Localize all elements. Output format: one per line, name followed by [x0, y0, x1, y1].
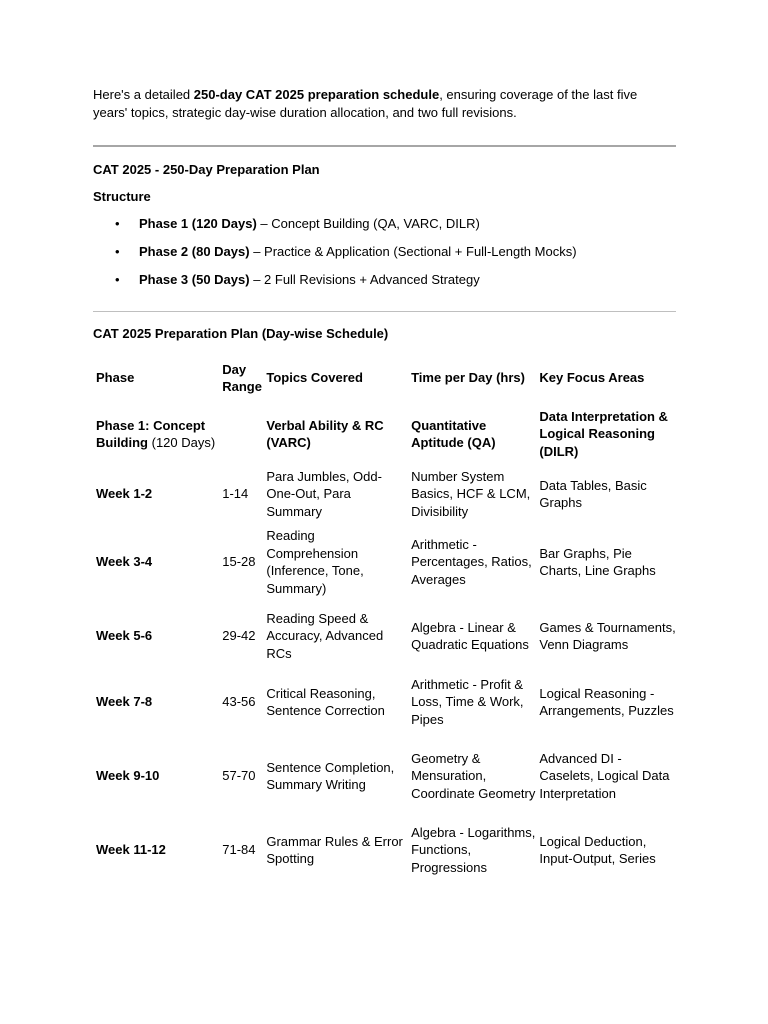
table-row	[93, 669, 676, 735]
qa-section-cell: Quantitative Aptitude (QA)	[411, 417, 496, 450]
phase-cell-rest: (120 Days)	[148, 435, 216, 450]
week-cell: Week 11-12	[96, 842, 166, 858]
qa-cell: Number System Basics, HCF & LCM, Divisibility	[411, 468, 531, 519]
varc-cell: Critical Reasoning, Sentence Correction	[266, 685, 385, 718]
column-header-time: Time per Day (hrs)	[411, 370, 525, 386]
phase-name: Phase 1 (120 Days)	[139, 216, 257, 231]
dilr-section-cell: Data Interpretation & Logical Reasoning (DILR)	[539, 408, 668, 459]
column-header-phase: Phase	[96, 370, 135, 386]
varc-cell: Grammar Rules & Error Spotting	[266, 833, 403, 866]
phase-name: Phase 3 (50 Days)	[139, 272, 250, 287]
dilr-cell: Logical Reasoning - Arrangements, Puzzles	[539, 685, 674, 718]
dilr-cell: Logical Deduction, Input-Output, Series	[539, 833, 656, 866]
dilr-cell: Bar Graphs, Pie Charts, Line Graphs	[539, 545, 656, 578]
phase-cell-bold: Phase 1: Concept Building	[96, 417, 206, 450]
bullet-icon: •	[115, 216, 120, 231]
varc-section-cell: Verbal Ability & RC (VARC)	[266, 417, 384, 450]
qa-cell: Arithmetic - Profit & Loss, Time & Work, Pipes	[411, 676, 524, 727]
table-row	[93, 603, 676, 669]
horizontal-rule	[93, 311, 676, 312]
dilr-cell: Games & Tournaments, Venn Diagrams	[539, 619, 676, 652]
table-subheader-row	[93, 401, 676, 467]
bullet-icon: •	[115, 244, 120, 259]
phase-list	[93, 215, 676, 289]
column-header-day-range: Day Range	[222, 361, 262, 394]
phase-list-item	[93, 271, 676, 289]
day-range-cell	[219, 401, 263, 467]
day-range-cell: 1-14	[222, 486, 249, 502]
table-row	[93, 521, 676, 603]
table-row	[93, 467, 676, 521]
varc-cell: Para Jumbles, Odd-One-Out, Para Summary	[266, 468, 382, 519]
varc-cell: Sentence Completion, Summary Writing	[266, 759, 395, 792]
table-row	[93, 735, 676, 817]
bullet-icon: •	[115, 272, 120, 287]
dilr-cell: Data Tables, Basic Graphs	[539, 477, 647, 510]
day-range-cell: 29-42	[222, 628, 256, 644]
structure-heading: Structure	[93, 189, 151, 204]
schedule-title: CAT 2025 Preparation Plan (Day-wise Schedule)	[93, 326, 389, 341]
intro-prefix: Here's a detailed	[93, 87, 194, 102]
week-cell: Week 3-4	[96, 554, 153, 570]
week-cell: Week 9-10	[96, 768, 160, 784]
varc-cell: Reading Comprehension (Inference, Tone, Summary)	[266, 528, 364, 596]
week-cell: Week 7-8	[96, 694, 153, 710]
phase-description: – 2 Full Revisions + Advanced Strategy	[249, 272, 480, 287]
qa-cell: Arithmetic - Percentages, Ratios, Averages	[411, 536, 532, 587]
intro-suffix: , ensuring coverage of the last five years' topics, strategic day-wise duration allocation, and two full revisions.	[93, 87, 638, 120]
day-range-cell: 15-28	[222, 554, 256, 570]
dilr-cell: Advanced DI - Caselets, Logical Data Interpretation	[539, 750, 670, 801]
phase-name: Phase 2 (80 Days)	[139, 244, 250, 259]
phase-list-item	[93, 215, 676, 233]
phase-list-item	[93, 243, 676, 261]
column-header-topics: Topics Covered	[266, 370, 363, 386]
column-header-focus: Key Focus Areas	[539, 370, 645, 386]
intro-paragraph	[93, 86, 673, 122]
plan-title: CAT 2025 - 250-Day Preparation Plan	[93, 162, 320, 177]
week-cell: Week 5-6	[96, 628, 153, 644]
qa-cell: Geometry & Mensuration, Coordinate Geometry	[411, 750, 536, 801]
phase-cell	[93, 401, 219, 467]
schedule-table	[93, 355, 676, 883]
day-range-cell: 71-84	[222, 842, 256, 858]
phase-description: – Practice & Application (Sectional + Full-Length Mocks)	[249, 244, 577, 259]
table-row	[93, 817, 676, 883]
document-page	[93, 86, 676, 883]
week-cell: Week 1-2	[96, 486, 153, 502]
phase-description: – Concept Building (QA, VARC, DILR)	[256, 216, 480, 231]
varc-cell: Reading Speed & Accuracy, Advanced RCs	[266, 610, 384, 661]
day-range-cell: 57-70	[222, 768, 256, 784]
horizontal-rule	[93, 145, 676, 147]
table-header-row	[93, 355, 676, 401]
qa-cell: Algebra - Linear & Quadratic Equations	[411, 619, 529, 652]
qa-cell: Algebra - Logarithms, Functions, Progressions	[411, 824, 536, 875]
intro-highlight: 250-day CAT 2025 preparation schedule	[193, 87, 440, 102]
day-range-cell: 43-56	[222, 694, 256, 710]
